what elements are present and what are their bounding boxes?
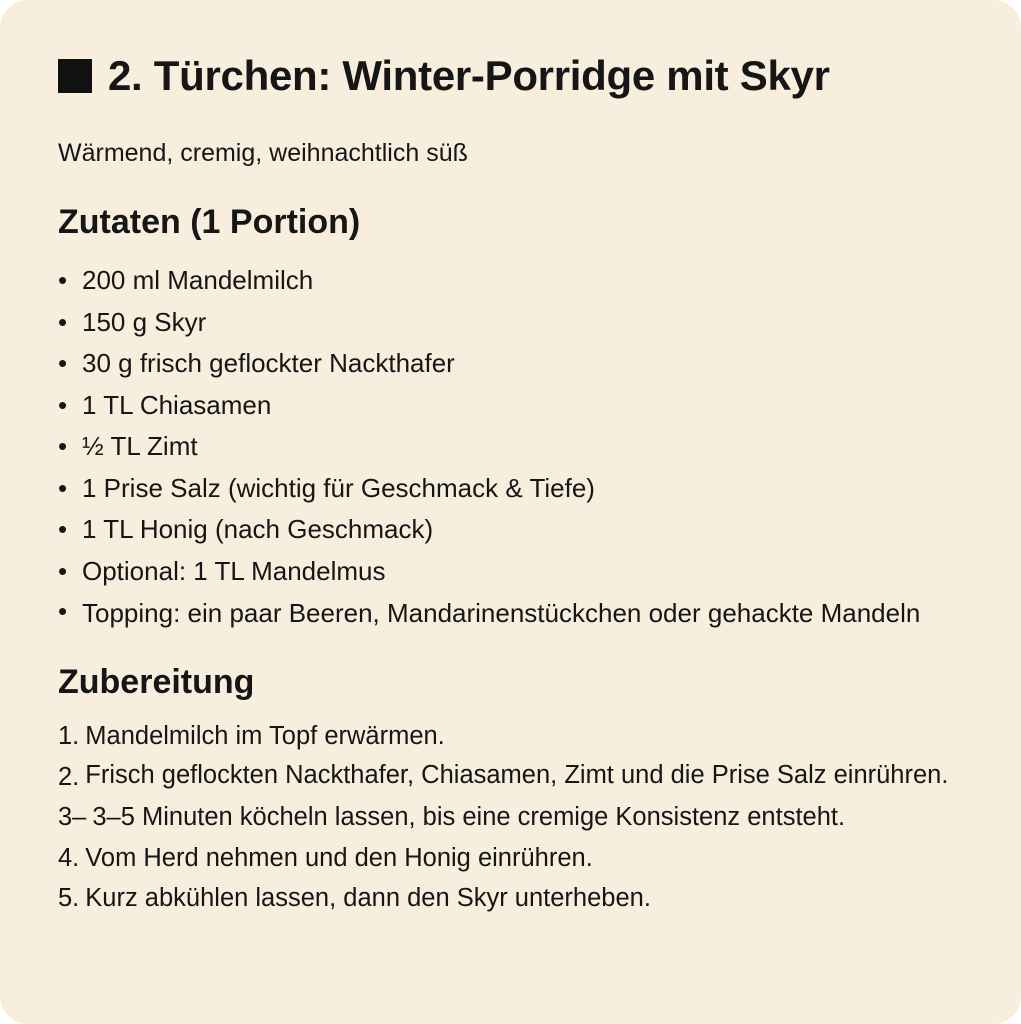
preparation-heading: Zubereitung xyxy=(58,663,255,701)
ingredient-item: • 1 Prise Salz (wichtig für Geschmack & Tiefe) xyxy=(58,468,981,510)
step-text: Kurz abkühlen lassen, dann den Skyr unterheben. xyxy=(85,884,651,912)
ingredient-item: • ½ TL Zimt xyxy=(58,426,981,468)
page-title: 2. Türchen: Winter-Porridge mit Skyr xyxy=(108,52,830,99)
step-number: 1. xyxy=(58,722,80,750)
step-item xyxy=(58,716,981,757)
step-text: 3–5 Minuten köcheln lassen, bis eine cremige Konsistenz entsteht. xyxy=(92,803,846,831)
ingredient-item: • 150 g Skyr xyxy=(58,302,981,344)
step-number: 5. xyxy=(58,884,80,912)
step-text: Vom Herd nehmen und den Honig einrühren. xyxy=(85,843,593,872)
step-text: Mandelmilch im Topf erwärmen. xyxy=(85,722,445,750)
step-item xyxy=(58,797,981,838)
ingredient-item: • Topping: ein paar Beeren, Mandarinenstückchen oder gehackte Mandeln xyxy=(58,592,981,632)
step-number: 3– xyxy=(58,803,87,831)
step-item xyxy=(58,838,981,879)
step-number: 4. xyxy=(58,843,80,872)
subtitle: Wärmend, cremig, weihnachtlich süß xyxy=(58,139,468,167)
black-square-icon xyxy=(58,59,92,93)
title-row xyxy=(58,48,981,104)
step-text: Frisch geflockten Nackthafer, Chiasamen, Zimt und die Prise Salz einrühren. xyxy=(85,760,949,789)
ingredient-item: • Optional: 1 TL Mandelmus xyxy=(58,551,981,593)
ingredient-item: • 1 TL Honig (nach Geschmack) xyxy=(58,509,981,551)
ingredients-heading: Zutaten (1 Portion) xyxy=(58,203,361,241)
step-number: 2. xyxy=(58,762,80,791)
ingredient-item: • 200 ml Mandelmilch xyxy=(58,260,981,302)
step-item xyxy=(58,757,981,798)
preparation-steps xyxy=(58,716,981,919)
ingredient-item: • 1 TL Chiasamen xyxy=(58,385,981,427)
step-item xyxy=(58,878,981,919)
ingredients-list xyxy=(58,260,981,632)
ingredient-item: • 30 g frisch geflockter Nackthafer xyxy=(58,343,981,385)
